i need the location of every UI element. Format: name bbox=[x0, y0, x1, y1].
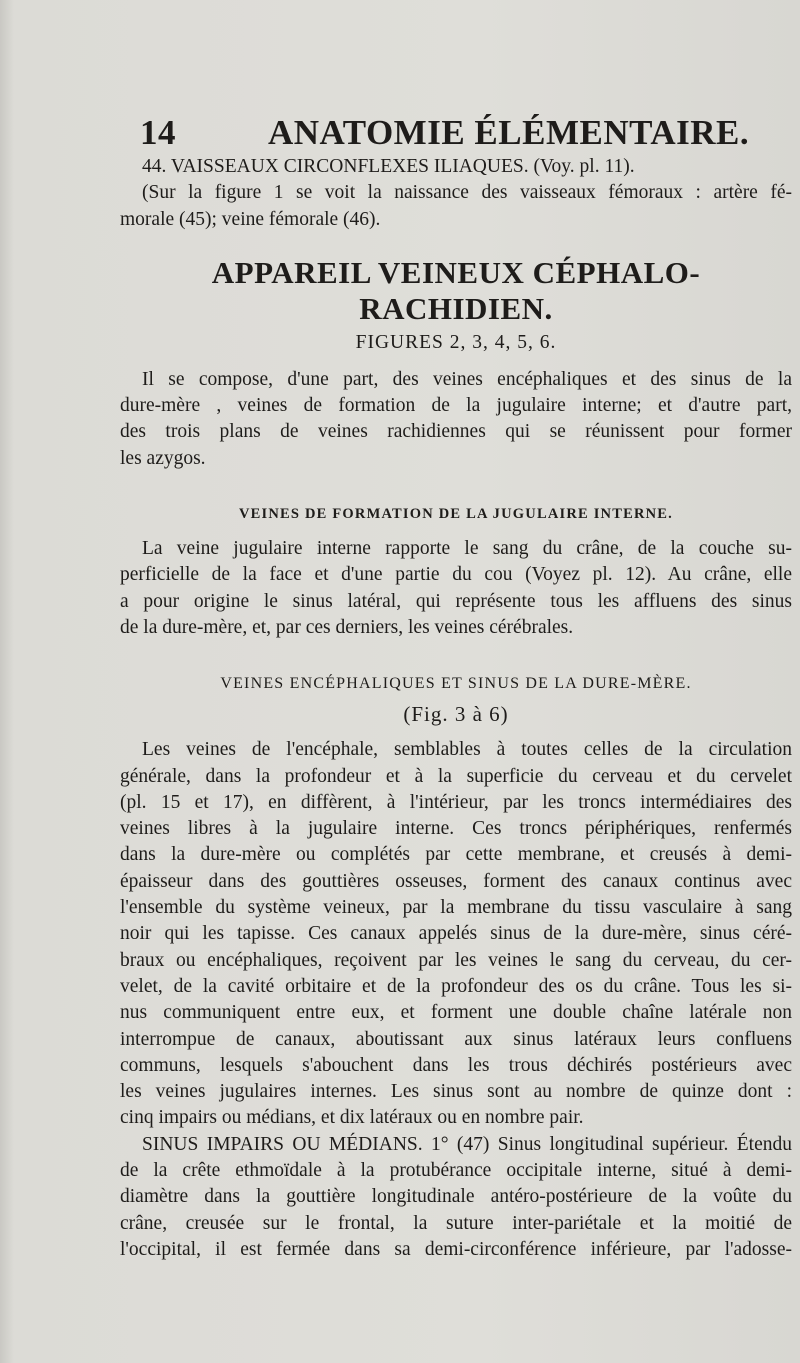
text-line: communs, lesquels s'abouchent dans les trous déchirés postérieurs avec bbox=[120, 1054, 792, 1076]
running-head bbox=[140, 112, 792, 154]
text-line: diamètre dans la gouttière longitudinale antéro-postérieure de la voûte du bbox=[120, 1186, 792, 1208]
text-line: braux ou encéphaliques, reçoivent par les veines le sang du cerveau, du cer- bbox=[120, 949, 792, 971]
text-line: cinq impairs ou médians, et dix latéraux ou en nombre pair. bbox=[120, 1107, 584, 1129]
text-line: générale, dans la profondeur et à la superficie du cerveau et du cervelet bbox=[120, 765, 792, 787]
paragraph-jugulaire bbox=[120, 536, 792, 641]
text-block bbox=[120, 112, 792, 1263]
running-title: ANATOMIE ÉLÉMENTAIRE. bbox=[268, 113, 750, 152]
text-line: La veine jugulaire interne rapporte le sang du crâne, de la couche su- bbox=[142, 538, 792, 560]
text-line: des trois plans de veines rachidiennes qui se réunissent pour former bbox=[120, 421, 792, 443]
text-line: Les veines de l'encéphale, semblables à toutes celles de la circulation bbox=[142, 739, 792, 761]
text-line: noir qui les tapisse. Ces canaux appelés sinus de la dure-mère, sinus céré- bbox=[120, 923, 792, 945]
text-line: interrompue de canaux, aboutissant aux sinus latéraux leurs confluens bbox=[120, 1028, 792, 1050]
text-line: les azygos. bbox=[120, 447, 206, 469]
figures-reference: (Fig. 3 à 6) bbox=[403, 702, 509, 727]
text-line: (Sur la figure 1 se voit la naissance des vaisseaux fémoraux : artère fé- bbox=[142, 182, 792, 204]
text-line: velet, de la cavité orbitaire et de la profondeur des os du crâne. Tous les si- bbox=[120, 975, 792, 997]
text-line: l'ensemble du système veineux, par la membrane du tissu vasculaire à sang bbox=[120, 897, 792, 919]
text-line: de la crête ethmoïdale à la protubérance occipitale interne, situé à demi- bbox=[120, 1160, 792, 1182]
section-heading-encephaliques: VEINES ENCÉPHALIQUES ET SINUS DE LA DURE-MÈRE. bbox=[220, 675, 692, 693]
text-line: veines libres à la jugulaire interne. Ces troncs périphériques, renfermés bbox=[120, 818, 792, 840]
paragraph-sinus-impairs bbox=[120, 1132, 792, 1263]
text-line: de la dure-mère, et, par ces derniers, les veines cérébrales. bbox=[120, 616, 574, 638]
text-line: a pour origine le sinus latéral, qui représente tous les affluens des sinus bbox=[120, 590, 792, 612]
text-line: l'occipital, il est fermée dans sa demi-circonférence inférieure, par l'adosse- bbox=[120, 1238, 792, 1260]
text-line: perficielle de la face et d'une partie du cou (Voyez pl. 12). Au crâne, elle bbox=[120, 564, 792, 586]
text-line: les veines jugulaires internes. Les sinus sont au nombre de quinze dont : bbox=[120, 1081, 792, 1103]
paragraph-encephaliques bbox=[120, 737, 792, 1131]
text-line: 44. VAISSEAUX CIRCONFLEXES ILIAQUES. (Voy. pl. 11). bbox=[142, 156, 635, 177]
text-line: morale (45); veine fémorale (46). bbox=[120, 208, 381, 230]
text-line: Il se compose, d'une part, des veines encéphaliques et des sinus de la bbox=[142, 368, 792, 390]
page-number: 14 bbox=[140, 113, 176, 152]
section-heading-appareil: APPAREIL VEINEUX CÉPHALO-RACHIDIEN. bbox=[211, 254, 701, 326]
text-line: dans la dure-mère ou complétés par cette membrane, et creusés à demi- bbox=[120, 844, 792, 866]
text-line: SINUS IMPAIRS OU MÉDIANS. 1° (47) Sinus longitudinal supérieur. Étendu bbox=[142, 1133, 792, 1155]
text-line: (pl. 15 et 17), en diffèrent, à l'intérieur, par les troncs intermédiaires des bbox=[120, 791, 792, 813]
text-line: nus communiquent entre eux, et forment une double chaîne latérale non bbox=[120, 1002, 792, 1024]
paragraph-appareil bbox=[120, 367, 792, 472]
text-line: épaisseur dans des gouttières osseuses, forment des canaux continus avec bbox=[120, 870, 792, 892]
figures-reference: FIGURES 2, 3, 4, 5, 6. bbox=[355, 331, 557, 353]
text-line: dure-mère , veines de formation de la jugulaire interne; et d'autre part, bbox=[120, 395, 792, 417]
text-line: crâne, creusée sur le frontal, la suture inter-pariétale et la moitié de bbox=[120, 1212, 792, 1234]
section-heading-jugulaire: VEINES DE FORMATION DE LA JUGULAIRE INTERNE. bbox=[238, 506, 674, 523]
section-44 bbox=[120, 154, 792, 233]
